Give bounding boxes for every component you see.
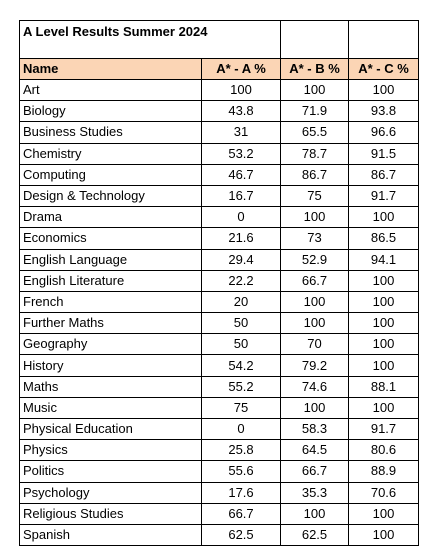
subject-name-cell: English Language: [20, 249, 202, 270]
table-row: [20, 291, 419, 312]
a-star-c-cell: 94.1: [349, 249, 419, 270]
a-star-a-cell: 16.7: [202, 185, 281, 206]
table-row: [20, 122, 419, 143]
subject-name-cell: Further Maths: [20, 313, 202, 334]
a-star-b-cell: 100: [281, 80, 349, 101]
a-star-a-cell: 17.6: [202, 482, 281, 503]
a-star-b-cell: 64.5: [281, 440, 349, 461]
subject-name-cell: Politics: [20, 461, 202, 482]
a-star-b-cell: 100: [281, 503, 349, 524]
table-row: [20, 185, 419, 206]
a-star-a-cell: 53.2: [202, 143, 281, 164]
a-star-c-cell: 93.8: [349, 101, 419, 122]
a-star-a-cell: 25.8: [202, 440, 281, 461]
table-row: [20, 440, 419, 461]
a-star-c-cell: 100: [349, 207, 419, 228]
a-star-c-cell: 100: [349, 80, 419, 101]
subject-name-cell: Maths: [20, 376, 202, 397]
a-star-c-cell: 91.5: [349, 143, 419, 164]
a-star-c-cell: 91.7: [349, 185, 419, 206]
subject-name-cell: History: [20, 355, 202, 376]
a-star-b-cell: 74.6: [281, 376, 349, 397]
a-star-b-cell: 100: [281, 397, 349, 418]
a-star-c-cell: 86.5: [349, 228, 419, 249]
a-star-a-cell: 50: [202, 313, 281, 334]
table-row: [20, 143, 419, 164]
subject-name-cell: Psychology: [20, 482, 202, 503]
table-row: [20, 419, 419, 440]
a-star-a-cell: 20: [202, 291, 281, 312]
table-row: [20, 80, 419, 101]
table-row: [20, 376, 419, 397]
table-row: [20, 482, 419, 503]
subject-name-cell: Computing: [20, 164, 202, 185]
a-star-b-cell: 75: [281, 185, 349, 206]
a-star-a-cell: 100: [202, 80, 281, 101]
empty-cell: [349, 21, 419, 59]
subject-name-cell: Biology: [20, 101, 202, 122]
table-row: [20, 270, 419, 291]
a-star-b-cell: 35.3: [281, 482, 349, 503]
a-star-b-cell: 58.3: [281, 419, 349, 440]
a-star-b-cell: 100: [281, 291, 349, 312]
a-star-a-cell: 29.4: [202, 249, 281, 270]
a-star-a-cell: 46.7: [202, 164, 281, 185]
a-star-b-cell: 52.9: [281, 249, 349, 270]
table-row: [20, 524, 419, 545]
subject-name-cell: Religious Studies: [20, 503, 202, 524]
a-star-c-cell: 80.6: [349, 440, 419, 461]
table-row: [20, 101, 419, 122]
a-star-a-cell: 75: [202, 397, 281, 418]
a-star-a-cell: 0: [202, 207, 281, 228]
a-star-b-cell: 100: [281, 313, 349, 334]
a-star-b-cell: 66.7: [281, 270, 349, 291]
table-row: [20, 207, 419, 228]
table-row: [20, 461, 419, 482]
table-row: [20, 503, 419, 524]
a-star-a-cell: 31: [202, 122, 281, 143]
a-star-b-cell: 65.5: [281, 122, 349, 143]
a-star-b-cell: 71.9: [281, 101, 349, 122]
subject-name-cell: Chemistry: [20, 143, 202, 164]
a-star-c-cell: 70.6: [349, 482, 419, 503]
subject-name-cell: Music: [20, 397, 202, 418]
table-row: [20, 334, 419, 355]
table-row: [20, 228, 419, 249]
a-star-a-cell: 21.6: [202, 228, 281, 249]
subject-name-cell: English Literature: [20, 270, 202, 291]
header-row: [20, 59, 419, 80]
table-row: [20, 355, 419, 376]
empty-cell: [281, 21, 349, 59]
column-header-a-star-c: A* - C %: [349, 59, 419, 80]
a-star-a-cell: 0: [202, 419, 281, 440]
subject-name-cell: Spanish: [20, 524, 202, 545]
a-star-a-cell: 55.6: [202, 461, 281, 482]
a-star-b-cell: 79.2: [281, 355, 349, 376]
a-star-c-cell: 100: [349, 397, 419, 418]
a-star-b-cell: 62.5: [281, 524, 349, 545]
subject-name-cell: Physical Education: [20, 419, 202, 440]
a-star-c-cell: 100: [349, 270, 419, 291]
a-star-c-cell: 100: [349, 291, 419, 312]
table-row: [20, 249, 419, 270]
subject-name-cell: Geography: [20, 334, 202, 355]
subject-name-cell: Art: [20, 80, 202, 101]
a-star-c-cell: 91.7: [349, 419, 419, 440]
a-star-a-cell: 55.2: [202, 376, 281, 397]
subject-name-cell: French: [20, 291, 202, 312]
a-star-c-cell: 88.1: [349, 376, 419, 397]
column-header-a-star-b: A* - B %: [281, 59, 349, 80]
a-star-b-cell: 73: [281, 228, 349, 249]
a-star-a-cell: 66.7: [202, 503, 281, 524]
table-row: [20, 313, 419, 334]
subject-name-cell: Physics: [20, 440, 202, 461]
column-header-name: Name: [20, 59, 202, 80]
table-row: [20, 397, 419, 418]
a-star-c-cell: 86.7: [349, 164, 419, 185]
a-star-c-cell: 100: [349, 503, 419, 524]
subject-name-cell: Design & Technology: [20, 185, 202, 206]
a-star-b-cell: 100: [281, 207, 349, 228]
a-star-c-cell: 100: [349, 334, 419, 355]
a-star-b-cell: 86.7: [281, 164, 349, 185]
title-row: [20, 21, 419, 59]
a-star-a-cell: 54.2: [202, 355, 281, 376]
subject-name-cell: Drama: [20, 207, 202, 228]
a-star-a-cell: 22.2: [202, 270, 281, 291]
a-star-c-cell: 100: [349, 313, 419, 334]
subject-name-cell: Business Studies: [20, 122, 202, 143]
table-title: A Level Results Summer 2024: [20, 21, 281, 59]
results-table: [19, 20, 419, 546]
a-star-a-cell: 43.8: [202, 101, 281, 122]
subject-name-cell: Economics: [20, 228, 202, 249]
a-star-c-cell: 88.9: [349, 461, 419, 482]
a-star-b-cell: 66.7: [281, 461, 349, 482]
table-row: [20, 164, 419, 185]
a-star-a-cell: 62.5: [202, 524, 281, 545]
a-star-c-cell: 100: [349, 524, 419, 545]
a-star-c-cell: 96.6: [349, 122, 419, 143]
a-star-a-cell: 50: [202, 334, 281, 355]
column-header-a-star-a: A* - A %: [202, 59, 281, 80]
a-star-b-cell: 70: [281, 334, 349, 355]
a-star-c-cell: 100: [349, 355, 419, 376]
a-star-b-cell: 78.7: [281, 143, 349, 164]
